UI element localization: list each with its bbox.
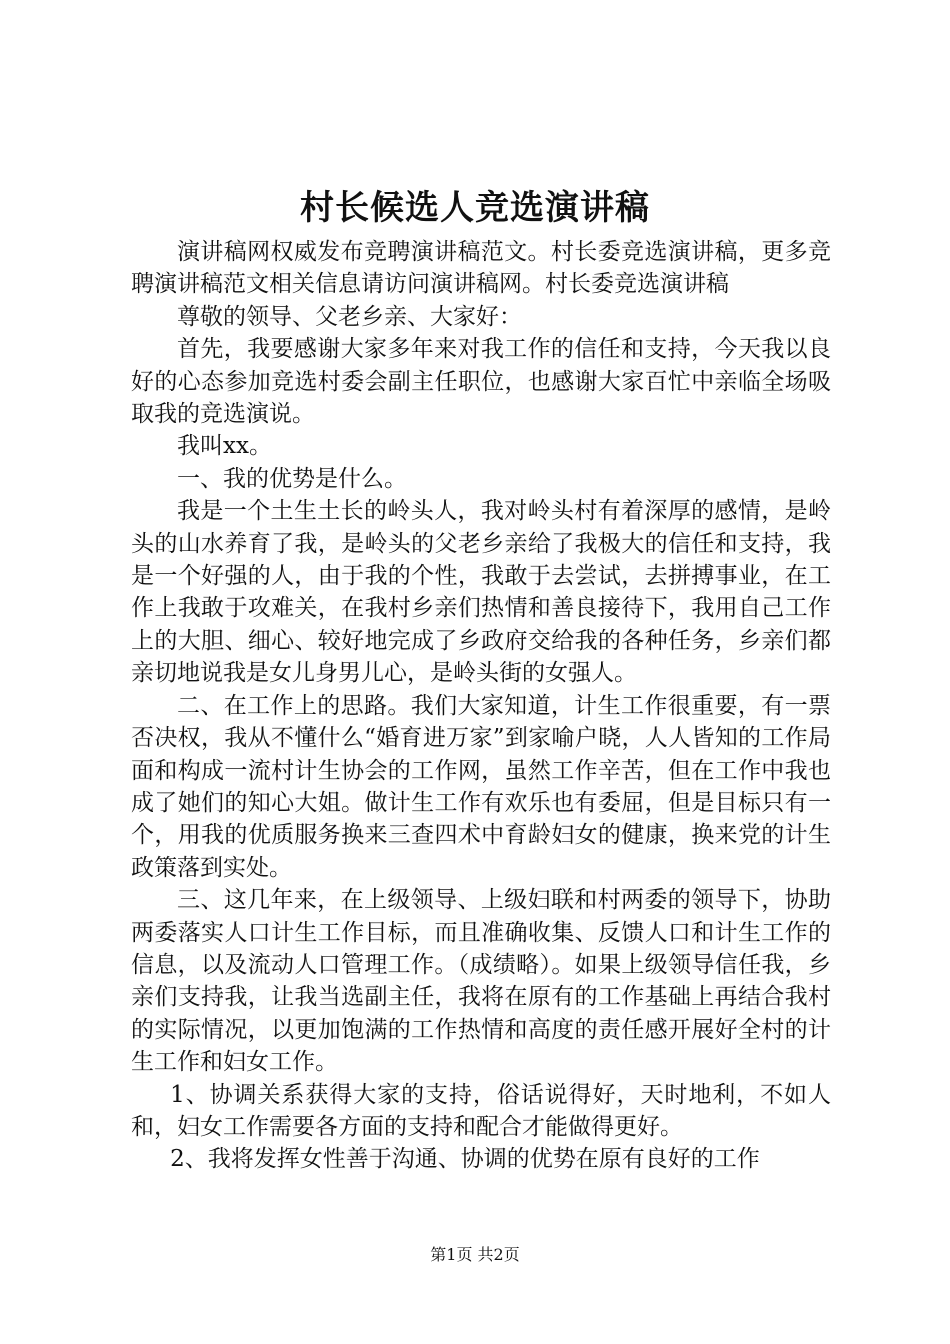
paragraph-thanks: 首先，我要感谢大家多年来对我工作的信任和支持，今天我以良好的心态参加竞选村委会副主任职位，也感谢大家百忙中亲临全场吸取我的竞选演说。	[131, 336, 831, 428]
paragraph-item-2: 2、我将发挥女性善于沟通、协调的优势在原有良好的工作	[170, 1146, 760, 1173]
paragraph-greeting: 尊敬的领导、父老乡亲、大家好：	[177, 303, 522, 330]
document-title: 村长候选人竞选演讲稿	[300, 188, 650, 228]
paragraph-recent-years: 三、这几年来，在上级领导、上级妇联和村两委的领导下，协助两委落实人口计生工作目标，而且准确收集、反馈人口和计生工作的信息，以及流动人口管理工作。（成绩略）。如果上级领导信任我，乡亲们支持我，让我当选副主任，我将在原有的工作基础上再结合我村的实际情况，以更加饱满的工作热情和高度的责任感开展好全村的计生工作和妇女工作。	[131, 887, 831, 1076]
document-body	[131, 236, 831, 1176]
paragraph-advantages: 我是一个土生土长的岭头人，我对岭头村有着深厚的感情，是岭头的山水养育了我，是岭头的父老乡亲给了我极大的信任和支持，我是一个好强的人，由于我的个性，我敢于去尝试，去拼搏事业，在工作上我敢于攻难关，在我村乡亲们热情和善良接待下，我用自己工作上的大胆、细心、较好地完成了乡政府交给我的各种任务，乡亲们都亲切地说我是女儿身男儿心，是岭头街的女强人。	[131, 498, 831, 687]
paragraph-work-ideas: 二、在工作上的思路。我们大家知道，计生工作很重要，有一票否决权，我从不懂什么“婚育进万家”到家喻户晓，人人皆知的工作局面和构成一流村计生协会的工作网，虽然工作辛苦，但在工作中我也成了她们的知心大姐。做计生工作有欢乐也有委屈，但是目标只有一个，用我的优质服务换来三查四术中育龄妇女的健康，换来党的计生政策落到实处。	[131, 692, 831, 881]
paragraph-name: 我叫xx。	[177, 433, 272, 460]
paragraph-heading-advantages: 一、我的优势是什么。	[177, 465, 407, 492]
page-footer: 第1页 共2页	[430, 1245, 520, 1264]
paragraph-intro: 演讲稿网权威发布竞聘演讲稿范文。村长委竞选演讲稿，更多竞聘演讲稿范文相关信息请访问演讲稿网。村长委竞选演讲稿	[131, 239, 831, 298]
paragraph-item-1: 1、协调关系获得大家的支持，俗话说得好，天时地利，不如人和，妇女工作需要各方面的支持和配合才能做得更好。	[131, 1081, 831, 1140]
